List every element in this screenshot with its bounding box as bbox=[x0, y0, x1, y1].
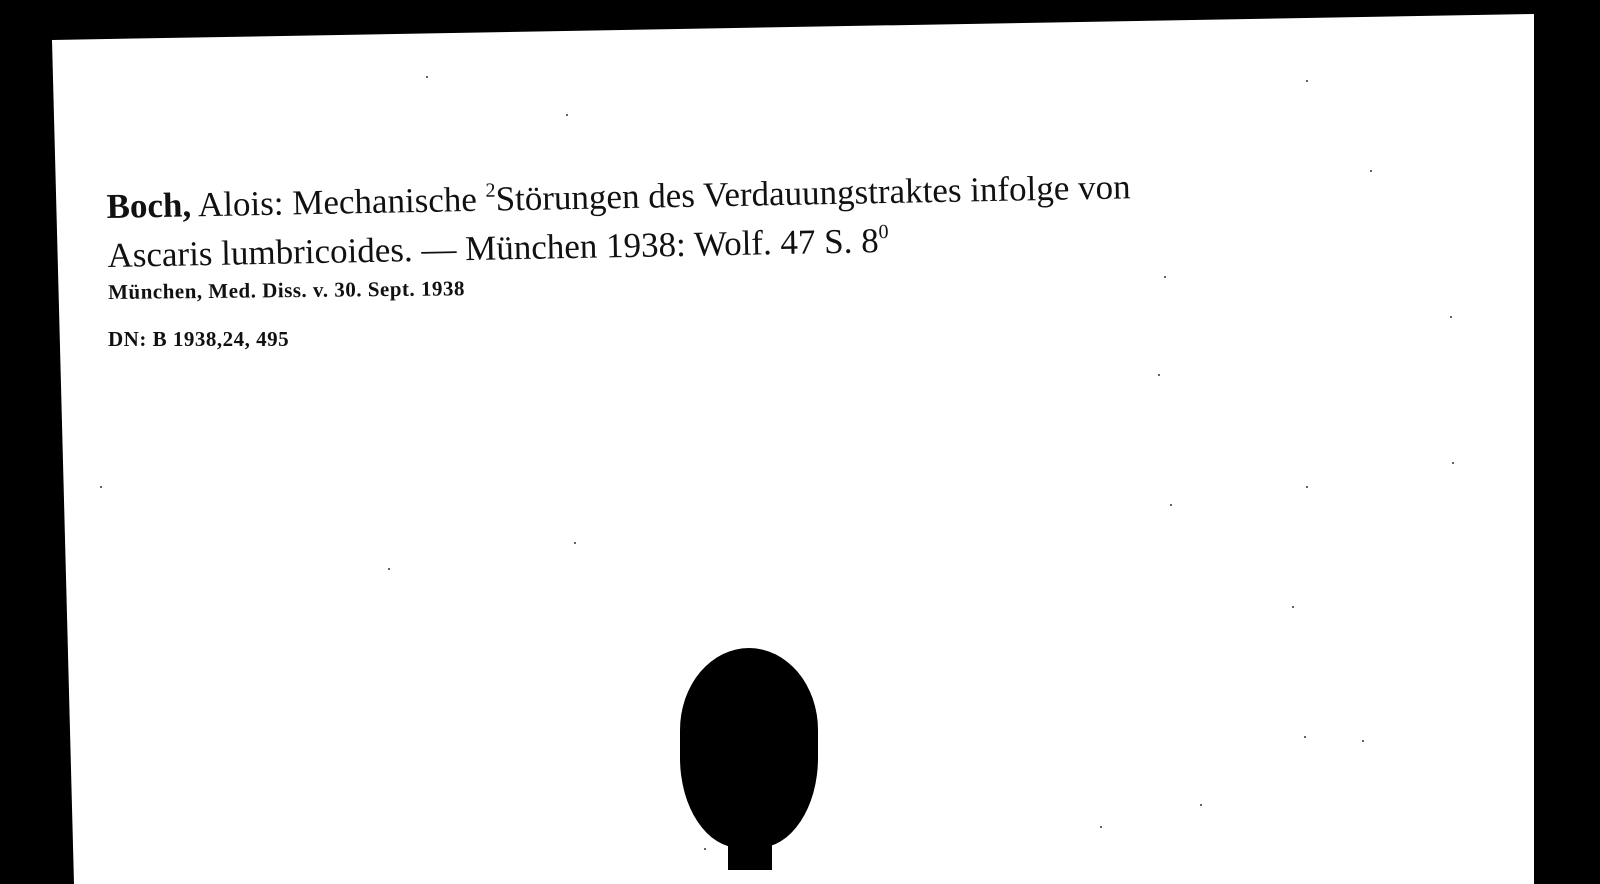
speck bbox=[1164, 276, 1166, 278]
format-superscript: 0 bbox=[878, 220, 889, 244]
speck bbox=[1170, 504, 1172, 506]
title-superscript: 2 bbox=[485, 179, 496, 202]
speck bbox=[1292, 606, 1294, 608]
speck bbox=[704, 848, 706, 850]
speck bbox=[1306, 80, 1308, 82]
speck bbox=[100, 486, 102, 488]
speck bbox=[426, 76, 428, 78]
speck bbox=[1362, 740, 1364, 742]
speck bbox=[1304, 736, 1306, 738]
dissertation-note: München, Med. Diss. v. 30. Sept. 1938 bbox=[108, 276, 466, 304]
speck bbox=[574, 542, 576, 544]
punch-hole bbox=[680, 648, 818, 848]
title-continuation: Ascaris lumbricoides. — München 1938: Wolf. 47 S. 8 bbox=[107, 221, 880, 275]
punch-hole-stem bbox=[728, 830, 772, 870]
speck bbox=[1100, 826, 1102, 828]
dn-reference: DN: B 1938,24, 495 bbox=[108, 327, 290, 351]
title-rest: Störungen des Verdauungstraktes infolge von bbox=[495, 167, 1131, 219]
speck bbox=[388, 568, 390, 570]
author-given: Alois: Mechanische bbox=[190, 179, 486, 225]
speck bbox=[1452, 462, 1454, 464]
speck bbox=[566, 114, 568, 116]
speck bbox=[1306, 486, 1308, 488]
speck bbox=[1450, 316, 1452, 318]
speck bbox=[1158, 374, 1160, 376]
author-surname: Boch, bbox=[106, 185, 192, 226]
speck bbox=[1200, 804, 1202, 806]
